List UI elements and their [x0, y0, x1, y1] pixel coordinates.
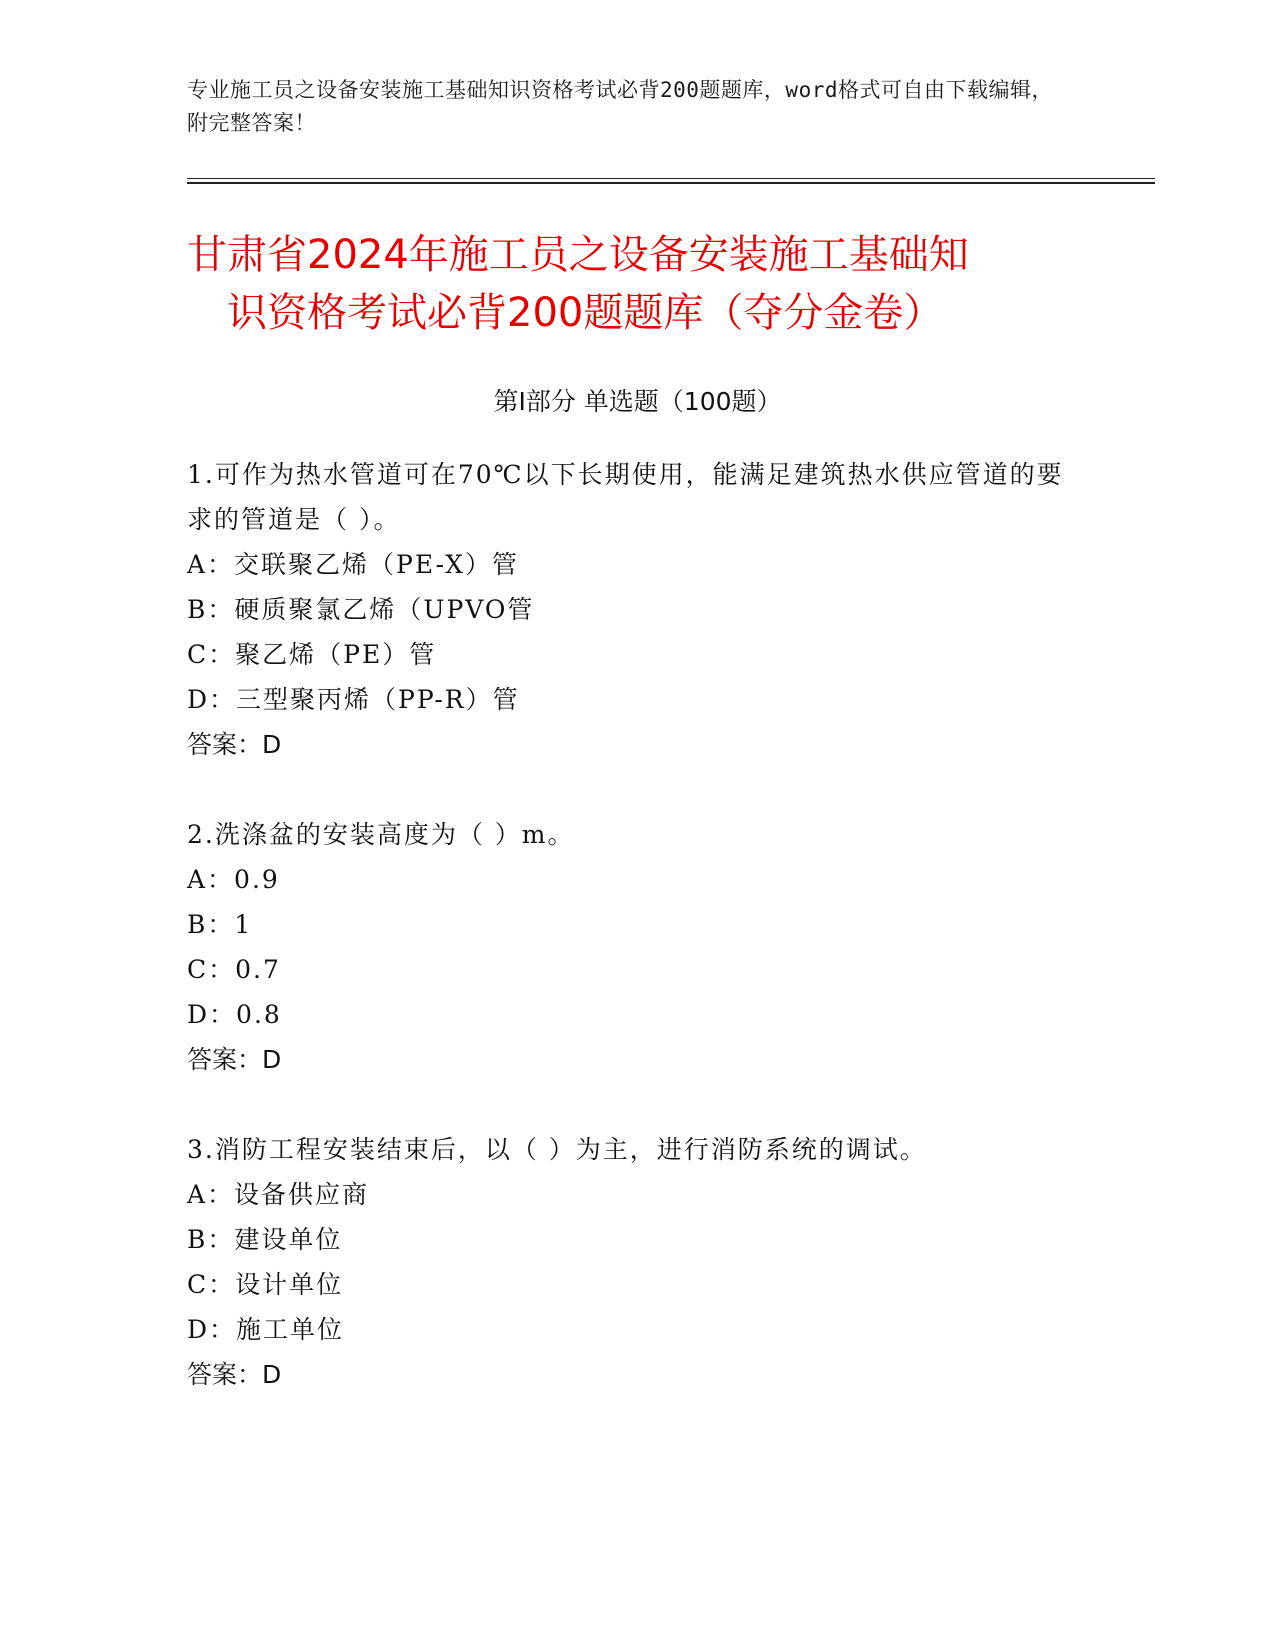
document-title-line2: 识资格考试必背200题题库（夺分金卷） — [227, 290, 944, 336]
option-a: A：交联聚乙烯（PE-X）管 — [187, 550, 519, 579]
question-stem: 2.洗涤盆的安装高度为（ ）m。 — [187, 820, 575, 849]
option-d: D：0.8 — [187, 1000, 282, 1029]
header-rule-thin — [187, 178, 1155, 179]
option-d: D：施工单位 — [187, 1315, 345, 1344]
document-title-line1: 甘肃省2024年施工员之设备安装施工基础知 — [187, 232, 969, 278]
option-b: B：建设单位 — [187, 1225, 343, 1254]
option-b: B：1 — [187, 910, 253, 939]
option-c: C：0.7 — [187, 955, 281, 984]
question-stem: 1.可作为热水管道可在70℃以下长期使用，能满足建筑热水供应管道的要求的管道是（ ）。 — [187, 460, 1064, 534]
question-2 — [187, 812, 1067, 1082]
question-3 — [187, 1127, 1067, 1397]
answer: 答案：D — [187, 1045, 282, 1074]
option-d: D：三型聚丙烯（PP-R）管 — [187, 685, 520, 714]
option-b: B：硬质聚氯乙烯（UPVO管 — [187, 595, 535, 624]
question-1 — [187, 452, 1067, 767]
header-rule-thick — [187, 182, 1155, 184]
header-note: 专业施工员之设备安装施工基础知识资格考试必背200题题库，word格式可自由下载编辑，附完整答案！ — [187, 78, 1053, 135]
option-c: C：聚乙烯（PE）管 — [187, 640, 437, 669]
option-a: A：0.9 — [187, 865, 280, 894]
question-stem: 3.消防工程安装结束后，以（ ）为主，进行消防系统的调试。 — [187, 1135, 927, 1164]
answer: 答案：D — [187, 1360, 282, 1389]
answer: 答案：D — [187, 730, 282, 759]
section-title: 第Ⅰ部分 单选题（100题） — [493, 387, 782, 416]
option-a: A：设备供应商 — [187, 1180, 370, 1209]
document-title — [187, 226, 1107, 342]
option-c: C：设计单位 — [187, 1270, 344, 1299]
